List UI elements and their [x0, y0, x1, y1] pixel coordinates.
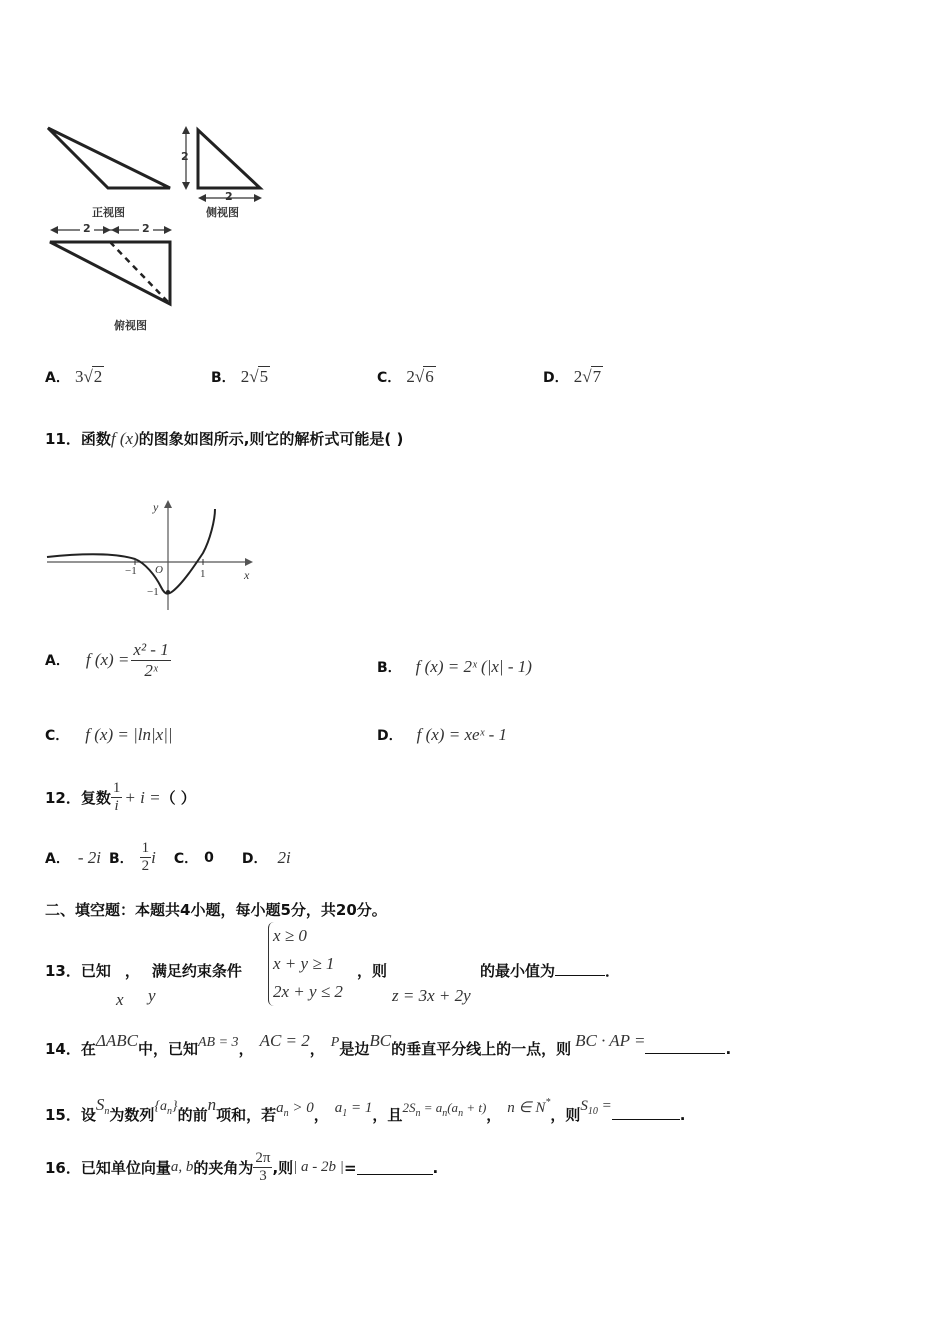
q13-answer-blank[interactable] [555, 961, 605, 976]
q11-graph-tick-neg1-y: −1 [147, 586, 159, 598]
side-height-label: 2 [181, 150, 189, 163]
q13-objective: z = 3x + 2y [392, 986, 471, 1005]
q12-stem: 12． 复数 $\frac{1}{i}$ + i = （ ） [45, 780, 196, 815]
q13-then: ，则 [357, 962, 388, 980]
top-dim-right-label: 2 [139, 222, 153, 235]
q11-graph-tick-neg1-x: −1 [125, 565, 137, 577]
q11-curve [47, 509, 215, 594]
q13-stem: 13．已知 ， 满足约束条件 [45, 962, 242, 980]
q15-stem: 15．设$S_n$为数列$\{a_n\}$的前n项和，若$a_n > 0$， $a_1 = 1$，且$^{2S_n = a_n(a_n + t)}$， n ∈ N*，则$S_{10}$ = . [45, 1095, 686, 1124]
q14-answer-blank[interactable] [645, 1039, 725, 1054]
q11-option-d: D． f (x) = xeˣ - 1 [377, 725, 507, 744]
q11-graph-y-label: y [153, 500, 159, 514]
q13-var-x: x [116, 990, 124, 1009]
front-view-triangle [48, 128, 170, 188]
q11-option-a: A． f (x) = $\frac{\text{x² - 1}}{\text{2ˣ}}$ [45, 640, 169, 680]
top-view-triangle [50, 242, 170, 304]
q15-answer-blank[interactable] [612, 1105, 680, 1120]
q11-stem: 11．函数f (x)的图象如图所示,则它的解析式可能是( ) [45, 429, 404, 448]
q13-var-y: y [148, 986, 156, 1005]
q16-answer-blank[interactable] [357, 1160, 433, 1175]
front-view-label: 正视图 [92, 206, 125, 219]
q11-option-b: B． f (x) = 2ˣ (|x| - 1) [377, 657, 532, 676]
q11-graph-origin: O [155, 564, 163, 576]
section2-title: 二、填空题：本题共4小题，每小题5分，共20分。 [45, 901, 387, 919]
q10-option-d: D． 2√7 [543, 367, 602, 386]
q13-constraint-system: x ≥ 0 x + y ≥ 1 2x + y ≤ 2 [268, 922, 343, 1006]
q11-graph-tick-1-x: 1 [200, 568, 206, 580]
side-view-triangle [198, 130, 260, 188]
q11-option-c: C． f (x) = |ln|x|| [45, 725, 173, 744]
q16-stem: 16． 已知单位向量 a, b 的夹角为 $\frac{2\pi}{3}$ ,则 | a - 2b | = . [45, 1150, 439, 1185]
q12-options: A． - 2i B． $\frac{1}{2}$ i C． 0 D． 2i [45, 840, 291, 875]
q14-stem: 14．在ΔABC中，已知AB = 3， AC = 2， P是边BC的垂直平分线上的一点，则 BC · AP = . [45, 1031, 732, 1058]
side-view-label: 侧视图 [206, 206, 239, 219]
top-view-hidden-edge [110, 242, 170, 304]
top-view-label: 俯视图 [114, 319, 147, 332]
q13-tail: 的最小值为 ． [480, 962, 621, 980]
q10-option-c: C． 2√6 [377, 367, 434, 386]
q11-graph-x-label: x [244, 568, 250, 582]
q10-option-a: A． 3√2 [45, 367, 103, 386]
side-width-label: 2 [225, 190, 233, 203]
three-view-figure [40, 118, 280, 340]
top-dim-left-label: 2 [80, 222, 94, 235]
q10-option-b: B． 2√5 [211, 367, 269, 386]
